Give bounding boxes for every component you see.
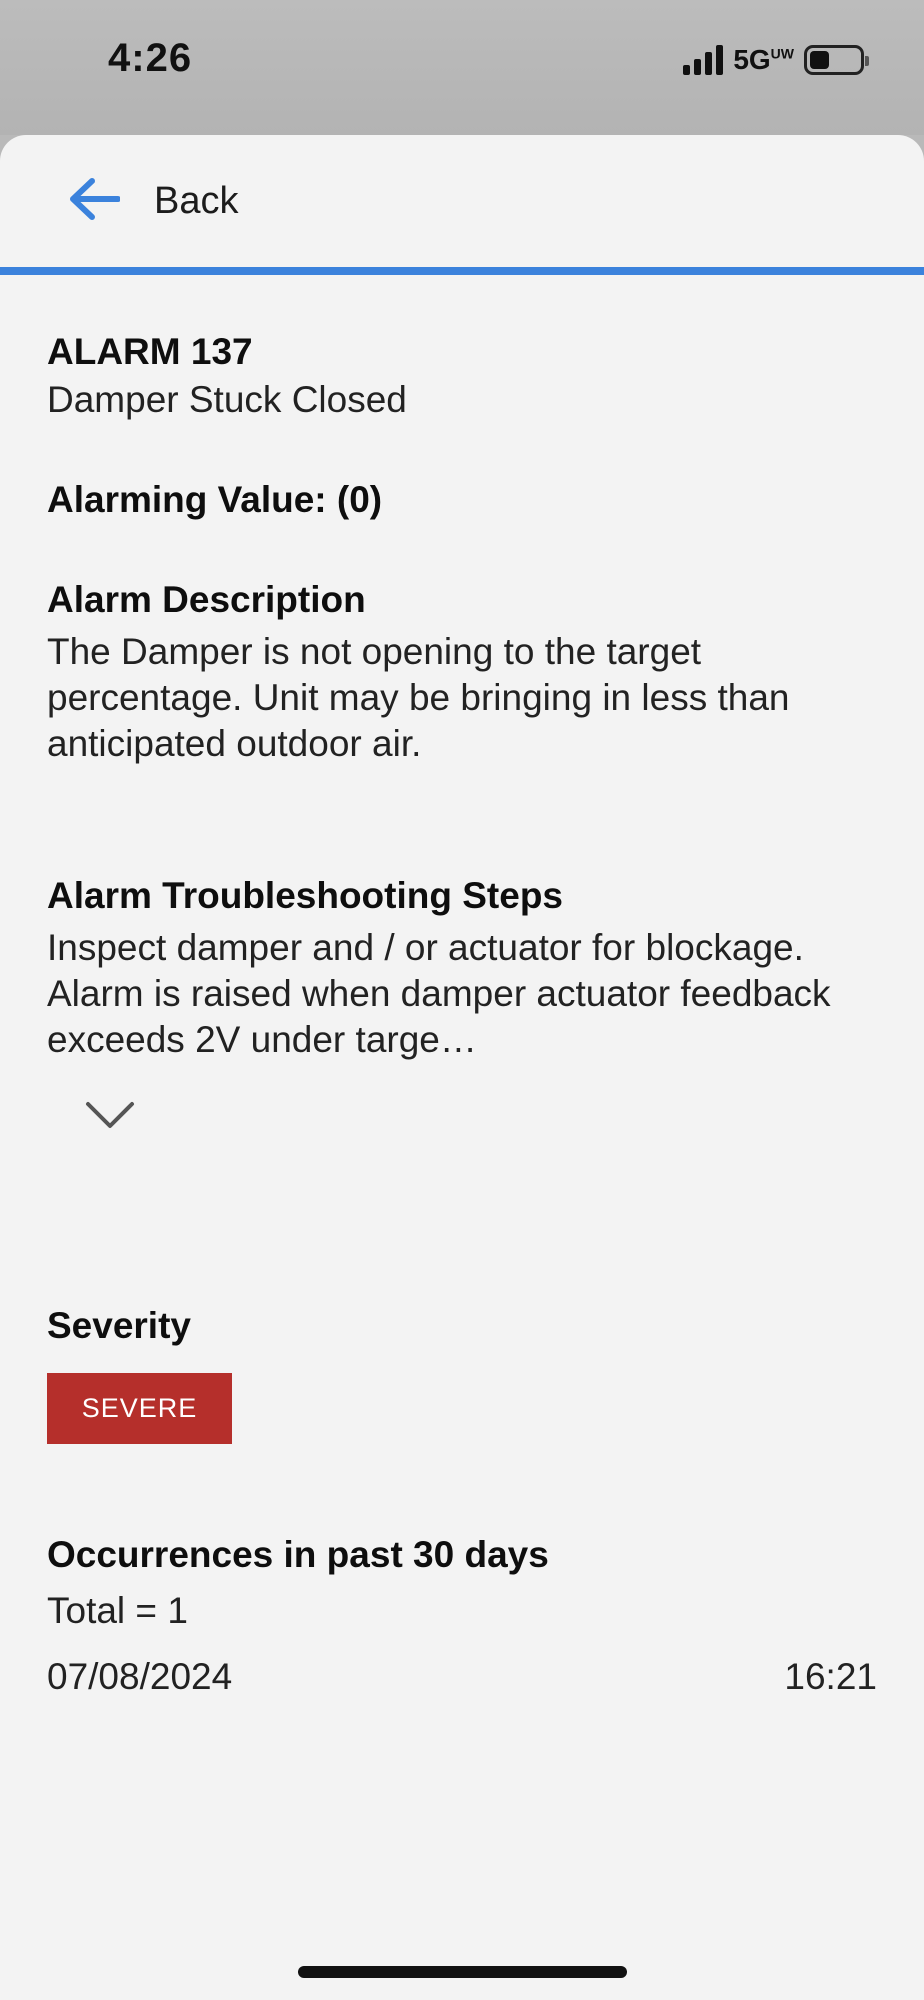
occurrence-date: 07/08/2024: [47, 1656, 233, 1697]
arrow-left-icon: [68, 177, 120, 226]
battery-icon: [804, 45, 864, 75]
header-bar: [0, 135, 924, 275]
back-label: Back: [154, 179, 239, 222]
occurrences-heading: Occurrences in past 30 days: [47, 1534, 549, 1575]
home-indicator: [298, 1966, 627, 1978]
alarm-content: [0, 331, 924, 1698]
occurrences-total: Total = 1: [47, 1590, 188, 1631]
occurrence-row: [47, 1656, 877, 1698]
chevron-down-icon: [85, 1100, 135, 1135]
alarming-value: Alarming Value: (0): [47, 479, 383, 520]
battery-level: [810, 51, 829, 69]
status-bar: [0, 0, 924, 135]
occurrence-time: 16:21: [784, 1656, 877, 1697]
cellular-signal-icon: [683, 45, 723, 75]
troubleshooting-heading: Alarm Troubleshooting Steps: [47, 875, 563, 916]
alarm-detail-sheet: [0, 135, 924, 2000]
status-indicators: [683, 44, 864, 76]
troubleshooting-text: Inspect damper and / or actuator for blockage. Alarm is raised when damper actuator feedback exceeds 2V under targe…: [47, 927, 831, 1060]
description-heading: Alarm Description: [47, 579, 366, 620]
severity-badge: SEVERE: [47, 1373, 232, 1444]
alarm-name: Damper Stuck Closed: [47, 379, 407, 420]
network-type-label: $5G^{UW}$: [733, 44, 794, 75]
back-button[interactable]: [68, 177, 238, 226]
status-time: 4:26: [108, 36, 193, 80]
description-text: The Damper is not opening to the target percentage. Unit may be bringing in less than anticipated outdoor air.: [47, 631, 790, 764]
severity-heading: Severity: [47, 1305, 191, 1346]
alarm-id: ALARM 137: [47, 331, 253, 372]
expand-troubleshooting-button[interactable]: [81, 1097, 139, 1137]
